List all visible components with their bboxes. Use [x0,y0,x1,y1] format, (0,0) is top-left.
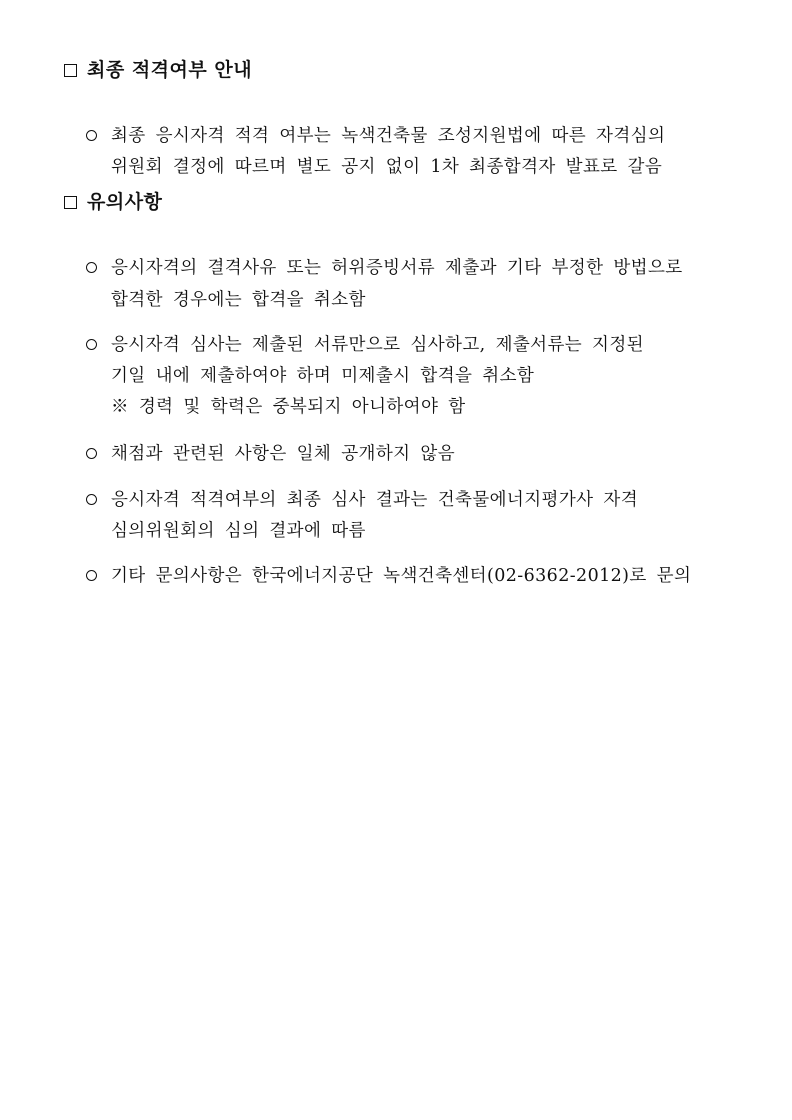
item-text-line: 위원회 결정에 따르며 별도 공지 없이 1차 최종합격자 발표로 갈음 [111,157,663,177]
section-final-eligibility [64,58,744,177]
section-heading-text: 최종 적격여부 안내 [87,59,253,81]
checkbox-square-icon [64,64,77,77]
item-note-line: ※ 경력 및 학력은 중복되지 아니하여야 함 [111,397,466,417]
item-text-line: 응시자격 적격여부의 최종 심사 결과는 건축물에너지평가사 자격 [111,490,639,510]
circle-bullet-icon [86,262,97,273]
checkbox-square-icon [64,196,77,209]
circle-bullet-icon [86,130,97,141]
circle-bullet-icon [86,448,97,459]
section-heading [64,58,744,82]
item-text-line: 기일 내에 제출하여야 하며 미제출시 합격을 취소함 [111,366,535,386]
item-text-line: 심의위원회의 심의 결과에 따름 [111,521,366,541]
section-notes [64,190,744,586]
item-text-line: 합격한 경우에는 합격을 취소함 [111,290,366,310]
item-text-line: 응시자격의 결격사유 또는 허위증빙서류 제출과 기타 부정한 방법으로 [111,258,683,278]
circle-bullet-icon [86,570,97,581]
item-text-line: 기타 문의사항은 한국에너지공단 녹색건축센터(02-6362-2012)로 문의 [111,566,692,586]
section-heading [64,190,744,214]
item-text-line: 최종 응시자격 적격 여부는 녹색건축물 조성지원법에 따른 자격심의 [111,126,666,146]
section-heading-text: 유의사항 [87,191,163,213]
item-text-line: 채점과 관련된 사항은 일체 공개하지 않음 [111,444,455,464]
item-text-line: 응시자격 심사는 제출된 서류만으로 심사하고, 제출서류는 지정된 [111,335,644,355]
circle-bullet-icon [86,494,97,505]
circle-bullet-icon [86,339,97,350]
